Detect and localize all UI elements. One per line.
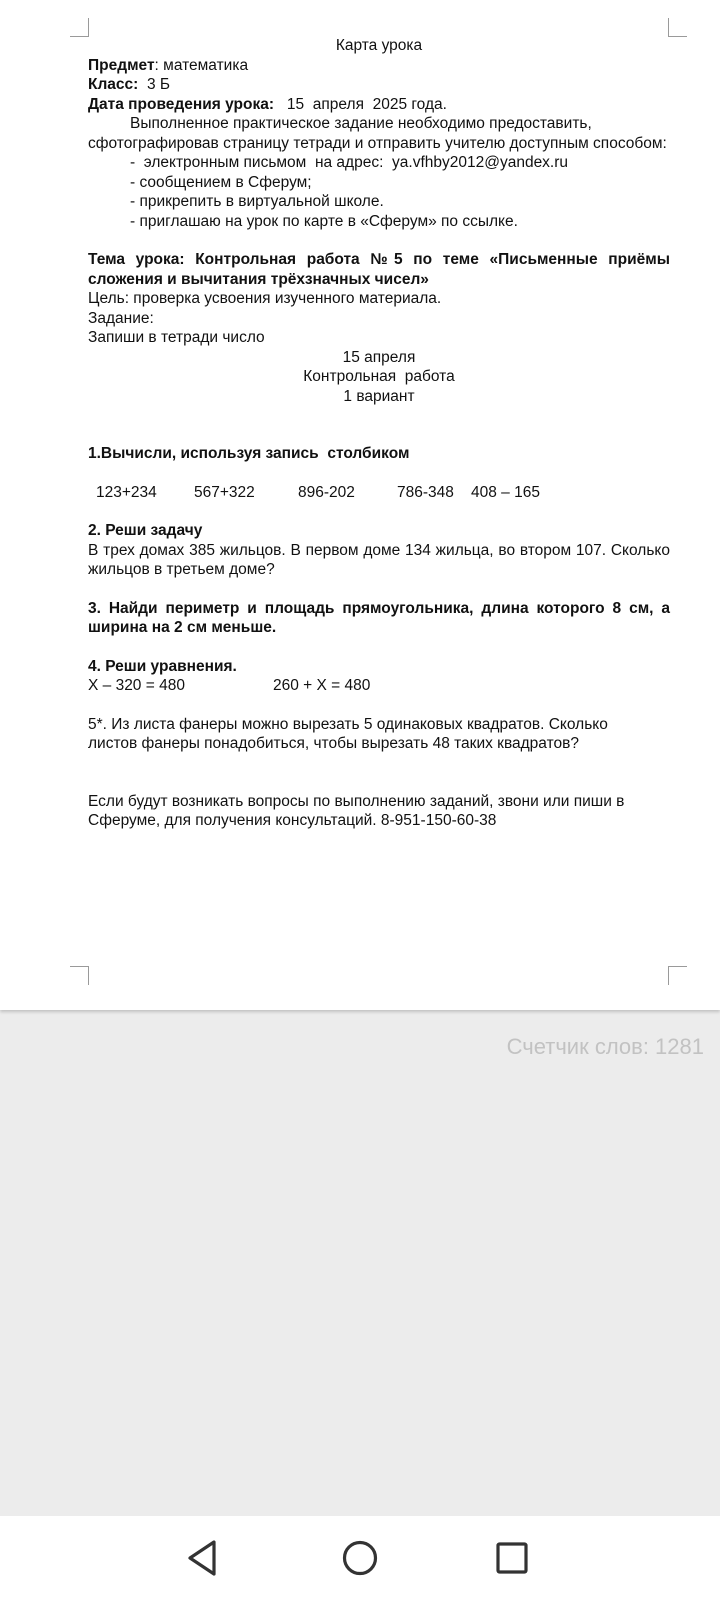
task1-expressions bbox=[88, 483, 670, 503]
recents-square-icon bbox=[490, 1536, 534, 1580]
task1-expression: 896-202 bbox=[298, 483, 355, 501]
android-nav-bar bbox=[0, 1516, 720, 1600]
date-label: Дата проведения урока: bbox=[88, 95, 275, 113]
task3-text: 3. Найди периметр и площадь прямоугольника, длина которого 8 см, а ширина на 2 см меньше. bbox=[88, 599, 670, 636]
center-date: 15 апреля bbox=[342, 348, 416, 366]
task1-expression: 786-348 bbox=[397, 483, 454, 501]
crop-mark-top-left bbox=[70, 18, 89, 37]
task2-text: В трех домах 385 жильцов. В первом доме 134 жильца, во втором 107. Сколько жильцов в третьем доме? bbox=[88, 541, 670, 578]
document-title: Карта урока bbox=[335, 37, 423, 54]
task4-title: 4. Реши уравнения. bbox=[88, 657, 237, 675]
contact-text: Если будут возникать вопросы по выполнению заданий, звони или пиши в Сферуме, для получения консультаций. 8-951-150-60-38 bbox=[88, 792, 625, 829]
task1-expression: 408 – 165 bbox=[471, 483, 540, 501]
email-address[interactable]: ya.vfhby2012@yandex.ru bbox=[392, 154, 569, 171]
send-option-email bbox=[88, 153, 670, 173]
class-line bbox=[88, 75, 670, 95]
class-label: Класс: bbox=[88, 76, 139, 93]
task1-title: 1.Вычисли, используя запись столбиком bbox=[88, 445, 410, 462]
send-option-link: - приглашаю на урок по карте в «Сферум» по ссылке. bbox=[130, 212, 518, 230]
task5-text: 5*. Из листа фанеры можно вырезать 5 одинаковых квадратов. Сколько листов фанеры понадобиться, чтобы вырезать 48 таких квадратов? bbox=[88, 715, 608, 752]
intro-rest: сфотографировав страницу тетради и отправить учителю доступным способом: bbox=[88, 134, 667, 152]
task2-title: 2. Реши задачу bbox=[88, 522, 203, 539]
back-button[interactable] bbox=[182, 1536, 226, 1580]
home-circle-icon bbox=[338, 1536, 382, 1580]
subject-value: : математика bbox=[154, 56, 249, 74]
task-label: Задание: bbox=[88, 309, 154, 327]
back-triangle-icon bbox=[182, 1536, 226, 1580]
word-counter: Счетчик слов: 1281 bbox=[506, 1034, 704, 1059]
task4-equation-1: Х – 320 = 480 bbox=[88, 677, 185, 694]
center-variant: 1 вариант bbox=[343, 387, 415, 405]
task1-expression: 567+322 bbox=[194, 483, 255, 501]
crop-mark-bottom-left bbox=[70, 966, 89, 985]
date-value: 15 апреля 2025 года. bbox=[274, 95, 447, 113]
home-button[interactable] bbox=[338, 1536, 382, 1580]
task1-expression: 123+234 bbox=[96, 483, 157, 501]
lesson-topic: Тема урока: Контрольная работа №5 по теме «Письменные приёмы сложения и вычитания трёхзначных чисел» bbox=[88, 251, 670, 288]
crop-mark-top-right bbox=[668, 18, 687, 37]
send-option-virtual-school: - прикрепить в виртуальной школе. bbox=[130, 193, 384, 210]
send-option-email-prefix: - электронным письмом на адрес: bbox=[130, 154, 393, 171]
send-option-sferum: - сообщением в Сферум; bbox=[130, 173, 312, 191]
date-line bbox=[88, 95, 670, 115]
crop-mark-bottom-right bbox=[668, 966, 687, 985]
subject-label: Предмет bbox=[88, 56, 155, 74]
center-title: Контрольная работа bbox=[303, 368, 455, 385]
class-value: 3 Б bbox=[138, 76, 171, 93]
task4-equations bbox=[88, 676, 670, 696]
document-content bbox=[88, 36, 670, 831]
recents-button[interactable] bbox=[490, 1536, 534, 1580]
lesson-goal: Цель: проверка усвоения изученного материала. bbox=[88, 290, 442, 307]
intro-line-1: Выполненное практическое задание необходимо предоставить, bbox=[130, 115, 592, 132]
subject-line bbox=[88, 56, 670, 76]
write-instruction: Запиши в тетради число bbox=[88, 329, 265, 346]
task4-equation-2: 260 + Х = 480 bbox=[273, 677, 371, 694]
